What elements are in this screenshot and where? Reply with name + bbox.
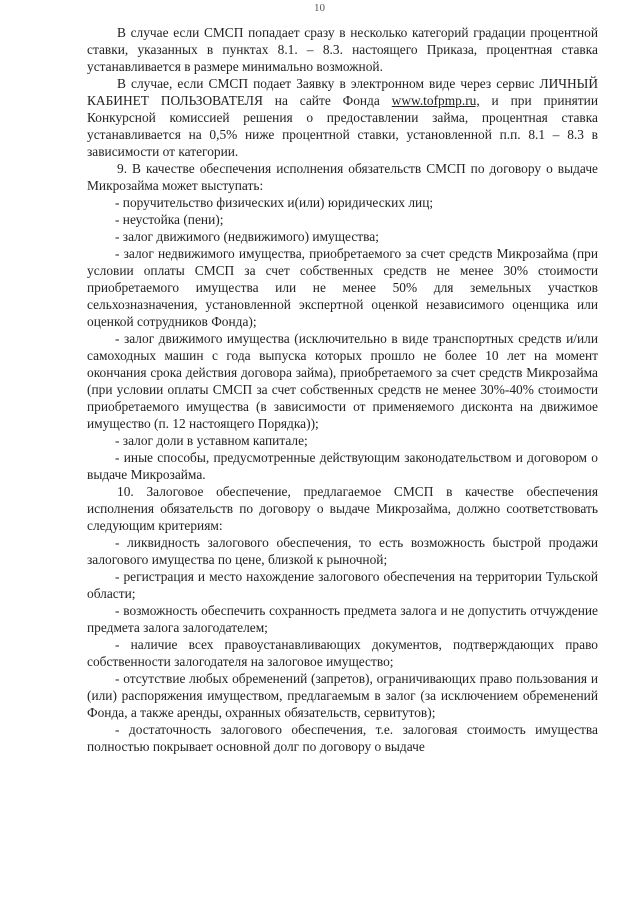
paragraph-online-text-a: В случае, если СМСП подает Заявку в электронном виде через сервис ЛИЧНЫЙ КАБИНЕТ ПОЛЬЗОВАТЕЛЯ на сайте Фонда xyxy=(87,76,598,108)
list-item: - регистрация и место нахождение залогового обеспечения на территории Тульской области; xyxy=(87,569,598,601)
list-item: - отсутствие любых обременений (запретов), ограничивающих право пользования и (или) распоряжения имуществом, предлагаемым в залог (за исключением обременений Фонда, а также аренды, охранных обязательств, сервитутов); xyxy=(87,671,598,720)
paragraph-min-rate: В случае если СМСП попадает сразу в несколько категорий градации процентной ставки, указанных в пунктах 8.1. – 8.3. настоящего Приказа, процентная ставка устанавливается в размере минимально возможной. xyxy=(87,25,598,74)
list-item: - возможность обеспечить сохранность предмета залога и не допустить отчуждение предмета залога залогодателем; xyxy=(87,603,598,635)
fund-website-link[interactable]: www.tofpmp.ru, xyxy=(391,93,480,108)
paragraph-section-9: 9. В качестве обеспечения исполнения обязательств СМСП по договору о выдаче Микрозайма может выступать: xyxy=(87,161,598,193)
list-item: - залог доли в уставном капитале; xyxy=(115,433,308,448)
list-item: - залог движимого имущества (исключительно в виде транспортных средств и/или самоходных машин с года выпуска которых прошло не более 10 лет на момент окончания срока действия договора займа), приобретаемого за счет средств Микрозайма (при условии оплаты СМСП за счет собственных средств не менее 30%-40% стоимости приобретаемого имущества (в зависимости от применяемого дисконта на движимое имущество (п. 12 настоящего Порядка)); xyxy=(87,331,598,431)
list-item: - иные способы, предусмотренные действующим законодательством и договором о выдаче Микрозайма. xyxy=(87,450,598,482)
list-item: - достаточность залогового обеспечения, т.е. залоговая стоимость имущества полностью покрывает основной долг по договору о выдаче xyxy=(87,722,598,754)
list-item: - залог движимого (недвижимого) имущества; xyxy=(115,229,379,244)
list-item: - наличие всех правоустанавливающих документов, подтверждающих право собственности залогодателя на залоговое имущество; xyxy=(87,637,598,669)
paragraph-online-discount xyxy=(87,75,598,160)
paragraph-online-text-b: и при принятии Конкурсной комиссией решения о предоставлении займа, процентная ставка устанавливается на 0,5% ниже процентной ставки, установленной п.п. 8.1 – 8.3 в зависимости от категории. xyxy=(87,93,598,159)
list-item: - залог недвижимого имущества, приобретаемого за счет средств Микрозайма (при условии оплаты СМСП за счет собственных средств не менее 30% стоимости приобретаемого имущества или не менее 50% для земельных участков сельхозназначения, установленной экспертной оценкой независимого оценщика или оценкой сотрудников Фонда); xyxy=(87,246,598,329)
list-item: - поручительство физических и(или) юридических лиц; xyxy=(115,195,434,210)
list-item: - ликвидность залогового обеспечения, то есть возможность быстрой продажи залогового имущества по цене, близкой к рыночной; xyxy=(87,535,598,567)
list-item: - неустойка (пени); xyxy=(115,212,224,227)
paragraph-section-10: 10. Залоговое обеспечение, предлагаемое СМСП в качестве обеспечения исполнения обязательств по договору о выдаче Микрозайма, должно соответствовать следующим критериям: xyxy=(87,484,598,533)
document-body xyxy=(87,24,598,755)
page-number: 10 xyxy=(314,2,325,14)
